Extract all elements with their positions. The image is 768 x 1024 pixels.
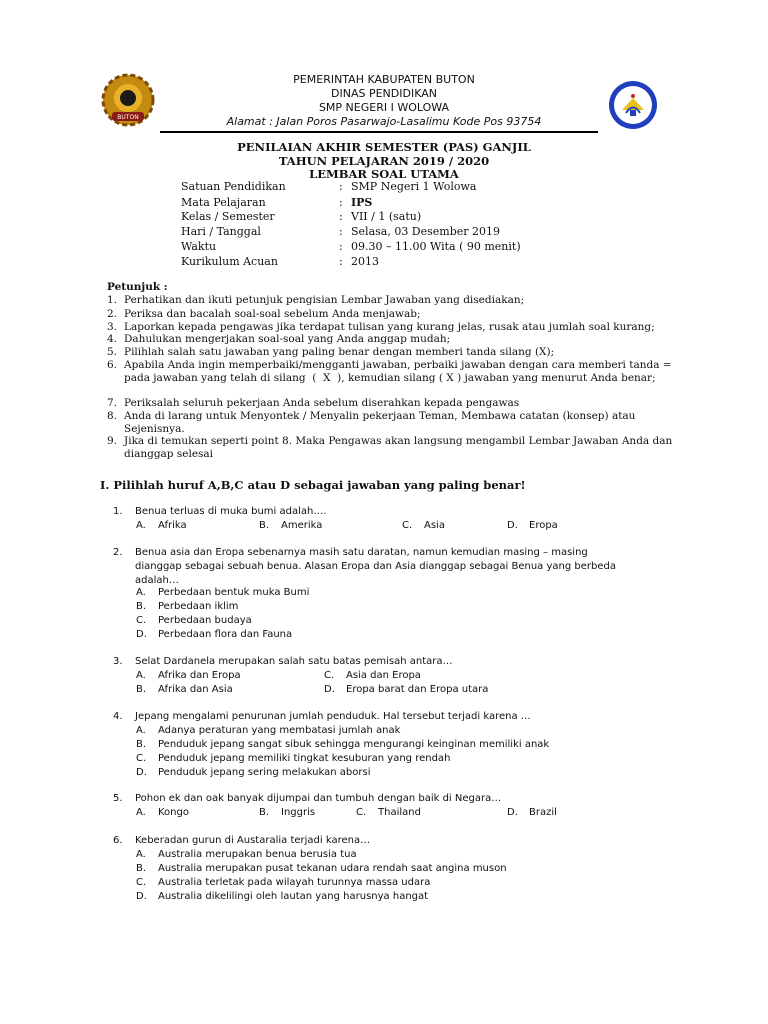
identity-label: Mata Pelajaran [181,196,266,209]
option-letter: A. [136,725,146,736]
instruction-item [107,294,687,307]
identity-value: Selasa, 03 Desember 2019 [351,225,501,238]
question-item [113,546,633,588]
identity-colon: : [339,210,343,223]
question-text: Keberadan gurun di Austaralia terjadi karena… [135,835,371,846]
option-letter: C. [356,807,367,818]
answer-option [136,738,549,752]
option-letter: D. [136,629,147,640]
header-school: SMP NEGERI I WOLOWA [318,101,450,114]
instruction-text: Anda di larang untuk Menyontek / Menyalin pekerjaan Teman, Membawa catatan (konsep) atau Sejenisnya. [124,410,639,435]
question-text: Benua terluas di muka bumi adalah…. [135,506,327,517]
answer-option [136,724,400,738]
identity-value: 09.30 – 11.00 Wita ( 90 menit) [351,240,521,253]
question-item [113,505,633,519]
instruction-text: Pilihlah salah satu jawaban yang paling benar dengan memberi tanda silang (X); [124,346,555,358]
question-number: 5. [113,793,123,804]
question-text: Pohon ek dan oak banyak dijumpai dan tumbuh dengan baik di Negara… [135,793,502,804]
option-text: Perbedaan flora dan Fauna [158,629,293,640]
option-text: Eropa [529,520,558,531]
answer-option [324,669,421,683]
instruction-text: Apabila Anda ingin memperbaiki/mengganti jawaban, perbaiki jawaban dengan cara memberi tanda = pada jawaban yang telah di silang ( X ), kemudian silang ( X ) jawaban yang menurut Anda benar; [124,359,675,384]
option-letter: C. [136,877,147,888]
question-number: 3. [113,656,123,667]
option-text: Eropa barat dan Eropa utara [346,684,489,695]
answer-option [136,600,238,614]
option-text: Thailand [378,807,421,818]
option-letter: D. [136,891,147,902]
answer-option [507,519,558,533]
option-text: Australia dikelilingi oleh lautan yang harusnya hangat [158,891,429,902]
option-letter: A. [136,849,146,860]
answer-option [136,876,430,890]
answer-option [136,628,292,642]
option-text: Amerika [281,520,323,531]
option-letter: D. [507,520,518,531]
instruction-number: 6. [107,359,118,371]
option-letter: C. [136,615,147,626]
option-letter: C. [324,670,335,681]
question-item [113,710,633,724]
header-government: PEMERINTAH KABUPATEN BUTON [293,73,475,86]
answer-option [324,683,488,697]
identity-value: IPS [351,196,373,209]
option-letter: A. [136,520,146,531]
instruction-text: Laporkan kepada pengawas jika terdapat tulisan yang kurang jelas, rusak atau jumlah soal kurang; [124,321,655,333]
instruction-number: 8. [107,410,118,422]
instruction-item [107,333,687,346]
identity-label: Hari / Tanggal [181,225,261,238]
question-item [113,792,633,806]
answer-option [136,766,370,780]
option-text: Perbedaan bentuk muka Bumi [158,587,310,598]
question-item [113,655,633,669]
option-text: Perbedaan iklim [158,601,239,612]
option-text: Adanya peraturan yang membatasi jumlah anak [158,725,401,736]
instruction-item [107,435,687,460]
instruction-item [107,346,687,359]
answer-option [136,683,233,697]
option-text: Afrika dan Eropa [158,670,241,681]
identity-label: Waktu [181,240,217,253]
section-heading: I. Pilihlah huruf A,B,C atau D sebagai jawaban yang paling benar! [100,478,526,492]
instruction-number: 1. [107,294,118,306]
exam-title: PENILAIAN AKHIR SEMESTER (PAS) GANJIL [237,140,531,154]
instructions-heading: Petunjuk : [107,281,168,293]
option-letter: B. [259,807,270,818]
identity-label: Kelas / Semester [181,210,275,223]
instruction-item [107,410,687,435]
answer-option [259,519,322,533]
identity-value: 2013 [351,255,379,268]
answer-option [507,806,557,820]
option-text: Australia merupakan pusat tekanan udara rendah saat angina muson [158,863,507,874]
answer-option [136,806,189,820]
exam-sheet: LEMBAR SOAL UTAMA [309,167,459,181]
instruction-item [107,308,687,321]
instruction-item [107,397,687,410]
instruction-number: 3. [107,321,118,333]
option-text: Asia dan Eropa [346,670,421,681]
option-text: Afrika dan Asia [158,684,233,695]
question-item [113,834,633,848]
header-office: DINAS PENDIDIKAN [331,87,437,100]
answer-option [136,752,450,766]
question-number: 6. [113,835,123,846]
identity-colon: : [339,255,343,268]
instruction-item [107,359,687,397]
question-number: 1. [113,506,123,517]
instruction-number: 4. [107,333,118,345]
buton-logo-text: BUTON [117,114,139,121]
question-text: Benua asia dan Eropa sebenarnya masih satu daratan, namun kemudian masing – masing dianggap sebagai sebuah benua. Alasan Eropa dan Asia dianggap sebagai Benua yang berbeda adalah… [135,547,616,586]
answer-option [136,669,241,683]
option-letter: C. [136,753,147,764]
instruction-text: Periksa dan bacalah soal-soal sebelum Anda menjawab; [124,308,421,320]
option-text: Australia terletak pada wilayah turunnya massa udara [158,877,431,888]
instruction-number: 9. [107,435,118,447]
answer-option [136,890,428,904]
option-text: Inggris [281,807,316,818]
question-text: Jepang mengalami penurunan jumlah penduduk. Hal tersebut terjadi karena … [135,711,531,722]
option-text: Afrika [158,520,187,531]
identity-value: VII / 1 (satu) [351,210,422,223]
answer-option [259,806,315,820]
identity-value: SMP Negeri 1 Wolowa [351,180,477,193]
option-text: Kongo [158,807,189,818]
answer-option [136,519,187,533]
answer-option [356,806,421,820]
answer-option [402,519,445,533]
question-number: 2. [113,547,123,558]
option-letter: A. [136,587,146,598]
option-letter: D. [136,767,147,778]
answer-option [136,614,252,628]
option-text: Penduduk jepang memiliki tingkat kesuburan yang rendah [158,753,451,764]
option-letter: B. [136,601,147,612]
instruction-number: 7. [107,397,118,409]
option-text: Penduduk jepang sering melakukan aborsi [158,767,371,778]
answer-option [136,862,507,876]
identity-colon: : [339,225,343,238]
option-text: Perbedaan budaya [158,615,252,626]
question-number: 4. [113,711,123,722]
identity-colon: : [339,196,343,209]
option-letter: B. [136,863,147,874]
identity-label: Kurikulum Acuan [181,255,278,268]
option-letter: A. [136,670,146,681]
instruction-text: Perhatikan dan ikuti petunjuk pengisian Lembar Jawaban yang disediakan; [124,294,525,306]
instruction-text: Periksalah seluruh pekerjaan Anda sebelum diserahkan kepada pengawas [124,397,520,409]
option-letter: D. [507,807,518,818]
instruction-text: Jika di temukan seperti point 8. Maka Pengawas akan langsung mengambil Lembar Jawaban Anda dan dianggap selesai [124,435,676,460]
question-text: Selat Dardanela merupakan salah satu batas pemisah antara… [135,656,453,667]
option-letter: B. [136,739,147,750]
identity-label: Satuan Pendidikan [181,180,286,193]
identity-colon: : [339,180,343,193]
option-letter: B. [136,684,147,695]
option-text: Penduduk jepang sangat sibuk sehingga mengurangi keinginan memiliki anak [158,739,550,750]
option-text: Brazil [529,807,557,818]
instruction-text: Dahulukan mengerjakan soal-soal yang Anda anggap mudah; [124,333,451,345]
instruction-number: 2. [107,308,118,320]
option-letter: D. [324,684,335,695]
header-divider [160,131,598,133]
identity-colon: : [339,240,343,253]
option-text: Asia [424,520,445,531]
exam-year: TAHUN PELAJARAN 2019 / 2020 [278,154,490,168]
option-letter: A. [136,807,146,818]
answer-option [136,586,309,600]
option-letter: C. [402,520,413,531]
answer-option [136,848,357,862]
option-text: Australia merupakan benua berusia tua [158,849,357,860]
header-address: Alamat : Jalan Poros Pasarwajo-Lasalimu Kode Pos 93754 [226,115,542,128]
instruction-number: 5. [107,346,118,358]
option-letter: B. [259,520,270,531]
